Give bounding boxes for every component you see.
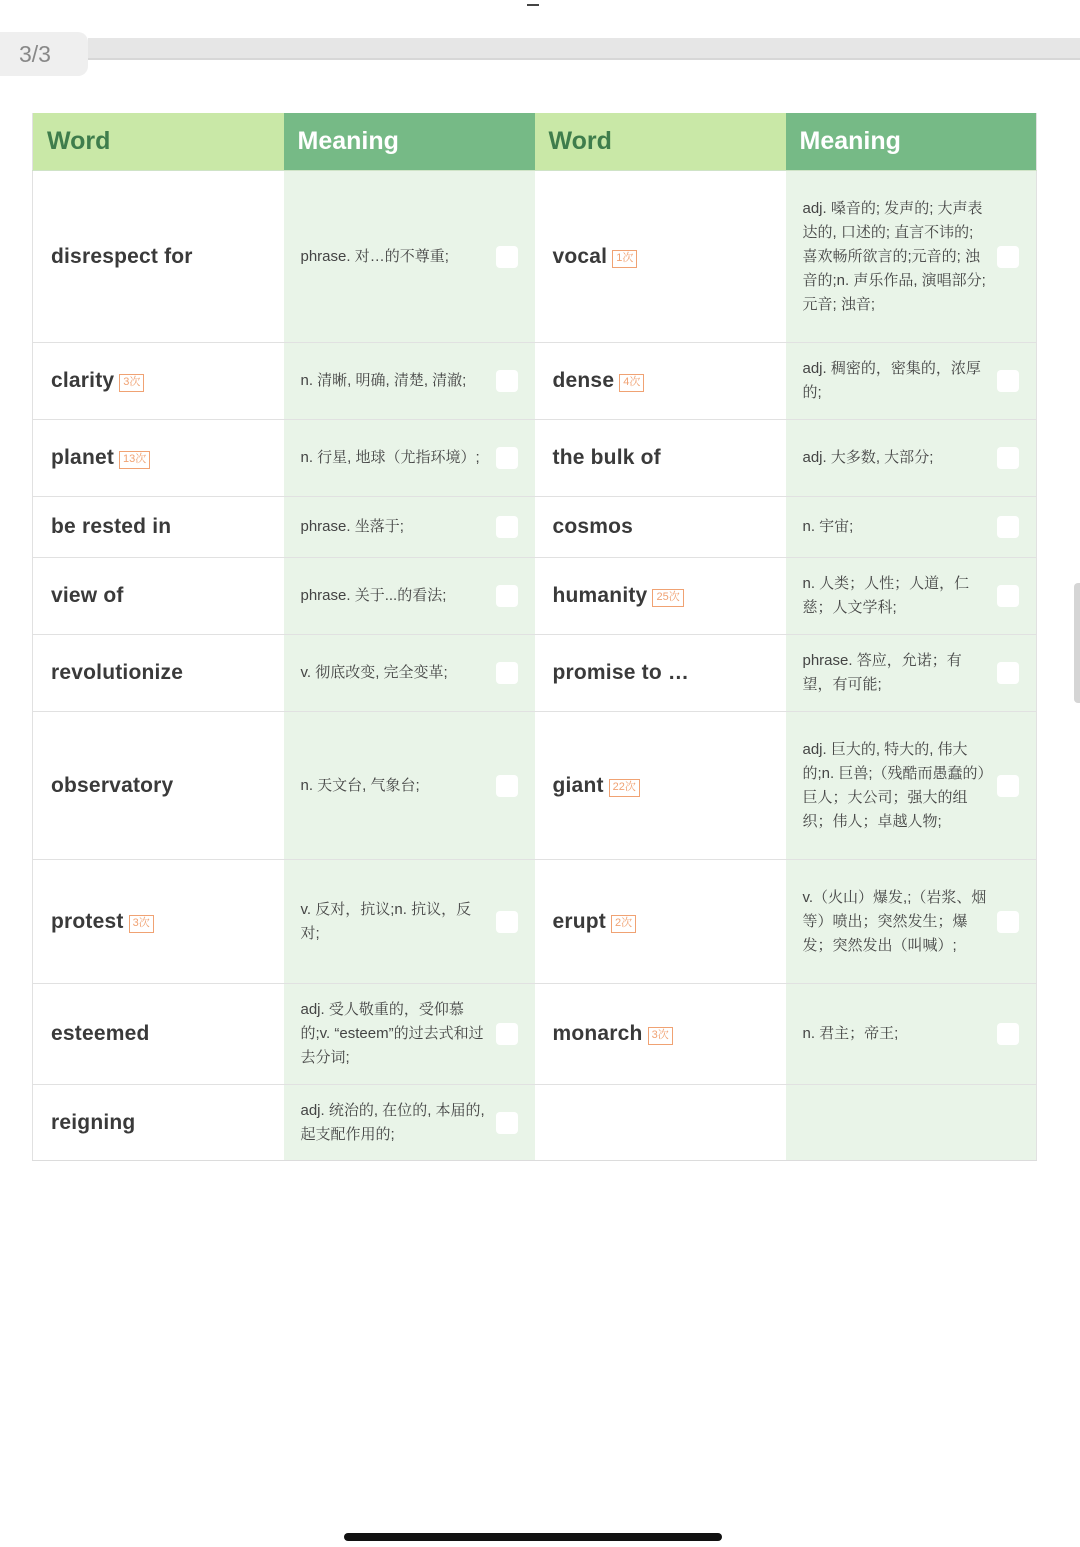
meaning-cell: [284, 420, 535, 497]
header-word-left: Word: [33, 113, 284, 171]
meaning-cell: [786, 1085, 1037, 1161]
meaning-wrap: [301, 245, 523, 269]
mastered-checkbox[interactable]: [997, 775, 1019, 797]
mastered-checkbox[interactable]: [997, 911, 1019, 933]
table-row: [33, 1085, 1037, 1161]
frequency-badge: 3次: [129, 915, 154, 933]
meaning-cell: [284, 860, 535, 984]
mastered-checkbox[interactable]: [997, 370, 1019, 392]
meaning-cell: [284, 635, 535, 712]
word-cell: [33, 343, 284, 420]
mastered-checkbox[interactable]: [496, 775, 518, 797]
word-text: clarity: [51, 369, 115, 392]
word-cell: [33, 497, 284, 558]
frequency-badge: 3次: [648, 1027, 673, 1045]
meaning-cell: [786, 558, 1037, 635]
meaning-cell: [786, 984, 1037, 1085]
word-text: promise to …: [552, 661, 690, 684]
word-text: dense: [552, 369, 615, 392]
meaning-text: n. 君主；帝王;: [802, 1025, 899, 1042]
meaning-wrap: [803, 357, 1025, 405]
meaning-cell: [284, 343, 535, 420]
mastered-checkbox[interactable]: [997, 516, 1019, 538]
word-cell: [33, 171, 284, 343]
word-text: observatory: [51, 773, 174, 797]
meaning-text: adj. 稠密的，密集的，浓厚的;: [802, 360, 981, 401]
meaning-cell: [284, 171, 535, 343]
meaning-wrap: [803, 197, 1025, 317]
mastered-checkbox[interactable]: [496, 370, 518, 392]
table-row: [33, 712, 1037, 860]
word-cell: [33, 1085, 284, 1161]
meaning-text: adj. 巨大的, 特大的, 伟大的;n. 巨兽;（残酷而愚蠢的）巨人；大公司；强大的组织；伟人；卓越人物;: [802, 740, 986, 830]
meaning-text: adj. 嗓音的; 发声的; 大声表达的, 口述的; 直言不讳的; 喜欢畅所欲言的;元音的; 浊音的;n. 声乐作品, 演唱部分; 元音; 浊音;: [802, 199, 986, 313]
table-row: [33, 860, 1037, 984]
word-text: planet: [51, 446, 115, 469]
meaning-wrap: [803, 446, 1025, 470]
meaning-cell: [786, 712, 1037, 860]
table-row: [33, 420, 1037, 497]
header-meaning-right: Meaning: [786, 113, 1037, 171]
word-cell: [535, 558, 786, 635]
meaning-cell: [284, 497, 535, 558]
meaning-cell: [284, 1085, 535, 1161]
word-text: revolutionize: [51, 661, 184, 684]
meaning-wrap: [301, 446, 523, 470]
mastered-checkbox[interactable]: [997, 1023, 1019, 1045]
frequency-badge: 2次: [611, 915, 636, 933]
meaning-text: adj. 受人敬重的，受仰慕的;v. “esteem”的过去式和过去分词;: [300, 1001, 484, 1066]
table-row: [33, 343, 1037, 420]
table-row: [33, 984, 1037, 1085]
meaning-wrap: [803, 738, 1025, 834]
meaning-wrap: [803, 649, 1025, 697]
meaning-wrap: [301, 1099, 523, 1147]
mastered-checkbox[interactable]: [496, 911, 518, 933]
word-text: cosmos: [552, 515, 634, 538]
word-text: erupt: [552, 909, 606, 933]
meaning-text: n. 天文台, 气象台;: [300, 776, 420, 794]
header-meaning-left: Meaning: [284, 113, 535, 171]
word-cell: [535, 171, 786, 343]
meaning-wrap: [301, 898, 523, 946]
meaning-text: n. 清晰, 明确, 清楚, 清澈;: [300, 372, 467, 389]
word-text: vocal: [552, 244, 608, 268]
word-text: disrespect for: [51, 244, 193, 268]
meaning-text: v.（火山）爆发,;（岩浆、烟等）喷出；突然发生；爆发；突然发出（叫喊）;: [802, 888, 987, 954]
word-text: esteemed: [51, 1022, 150, 1045]
meaning-text: n. 行星, 地球（尤指环境）;: [300, 449, 480, 466]
mastered-checkbox[interactable]: [496, 1023, 518, 1045]
frequency-badge: 22次: [609, 779, 640, 797]
meaning-wrap: [301, 515, 523, 539]
meaning-text: n. 宇宙;: [802, 518, 854, 535]
header-word-right: Word: [535, 113, 786, 171]
mastered-checkbox[interactable]: [496, 516, 518, 538]
mastered-checkbox[interactable]: [496, 1112, 518, 1134]
word-cell: [33, 984, 284, 1085]
meaning-text: phrase. 答应，允诺；有望，有可能;: [802, 652, 962, 693]
word-cell: [33, 420, 284, 497]
word-cell: [535, 712, 786, 860]
mastered-checkbox[interactable]: [997, 585, 1019, 607]
word-cell: [33, 860, 284, 984]
meaning-cell: [284, 712, 535, 860]
mastered-checkbox[interactable]: [496, 585, 518, 607]
meaning-text: adj. 大多数, 大部分;: [802, 449, 934, 466]
word-cell: [535, 984, 786, 1085]
meaning-wrap: [301, 998, 523, 1070]
page-indicator: 3/3: [0, 32, 88, 76]
mastered-checkbox[interactable]: [496, 246, 518, 268]
table-row: [33, 171, 1037, 343]
word-cell: [535, 635, 786, 712]
meaning-wrap: [803, 515, 1025, 539]
word-text: monarch: [552, 1022, 643, 1045]
word-text: protest: [51, 909, 124, 933]
word-cell: [535, 860, 786, 984]
word-cell: [535, 343, 786, 420]
word-text: be rested in: [51, 515, 172, 538]
word-text: reigning: [51, 1110, 136, 1134]
frequency-badge: 3次: [119, 374, 144, 392]
frequency-badge: 1次: [612, 250, 637, 268]
table-header-row: [33, 113, 1037, 171]
top-indicator: [527, 4, 539, 6]
vocabulary-table: [32, 113, 1037, 1161]
frequency-badge: 4次: [619, 374, 644, 392]
meaning-text: adj. 统治的, 在位的, 本届的, 起支配作用的;: [300, 1101, 485, 1143]
word-cell: [33, 635, 284, 712]
meaning-wrap: [301, 369, 523, 393]
table-row: [33, 558, 1037, 635]
word-cell: [33, 712, 284, 860]
meaning-text: v. 彻底改变, 完全变革;: [300, 664, 448, 681]
meaning-wrap: [301, 774, 523, 798]
mastered-checkbox[interactable]: [496, 662, 518, 684]
frequency-badge: 25次: [652, 589, 683, 607]
meaning-text: n. 人类；人性；人道，仁慈；人文学科;: [802, 575, 970, 616]
word-cell: [535, 497, 786, 558]
table-row: [33, 497, 1037, 558]
meaning-wrap: [803, 1022, 1025, 1046]
table-row: [33, 635, 1037, 712]
mastered-checkbox[interactable]: [997, 662, 1019, 684]
meaning-cell: [786, 497, 1037, 558]
mastered-checkbox[interactable]: [496, 447, 518, 469]
meaning-cell: [786, 635, 1037, 712]
meaning-cell: [786, 171, 1037, 343]
meaning-text: v. 反对，抗议;n. 抗议，反对;: [300, 900, 472, 942]
word-cell: [535, 1085, 786, 1161]
word-text: humanity: [552, 584, 648, 607]
meaning-cell: [284, 558, 535, 635]
meaning-cell: [786, 420, 1037, 497]
meaning-wrap: [301, 661, 523, 685]
meaning-wrap: [803, 886, 1025, 958]
scroll-track[interactable]: [88, 38, 1080, 60]
meaning-cell: [786, 343, 1037, 420]
meaning-text: phrase. 坐落于;: [300, 518, 404, 535]
frequency-badge: 13次: [119, 451, 150, 469]
word-text: view of: [51, 584, 124, 607]
meaning-text: phrase. 关于...的看法;: [300, 587, 447, 604]
word-text: the bulk of: [552, 446, 661, 469]
word-text: giant: [552, 773, 604, 797]
word-cell: [535, 420, 786, 497]
meaning-cell: [284, 984, 535, 1085]
mastered-checkbox[interactable]: [997, 447, 1019, 469]
meaning-wrap: [803, 572, 1025, 620]
word-cell: [33, 558, 284, 635]
meaning-text: phrase. 对…的不尊重;: [300, 247, 449, 265]
mastered-checkbox[interactable]: [997, 246, 1019, 268]
meaning-cell: [786, 860, 1037, 984]
home-indicator: [344, 1533, 722, 1541]
side-drawer-handle[interactable]: [1074, 583, 1080, 703]
meaning-wrap: [301, 584, 523, 608]
